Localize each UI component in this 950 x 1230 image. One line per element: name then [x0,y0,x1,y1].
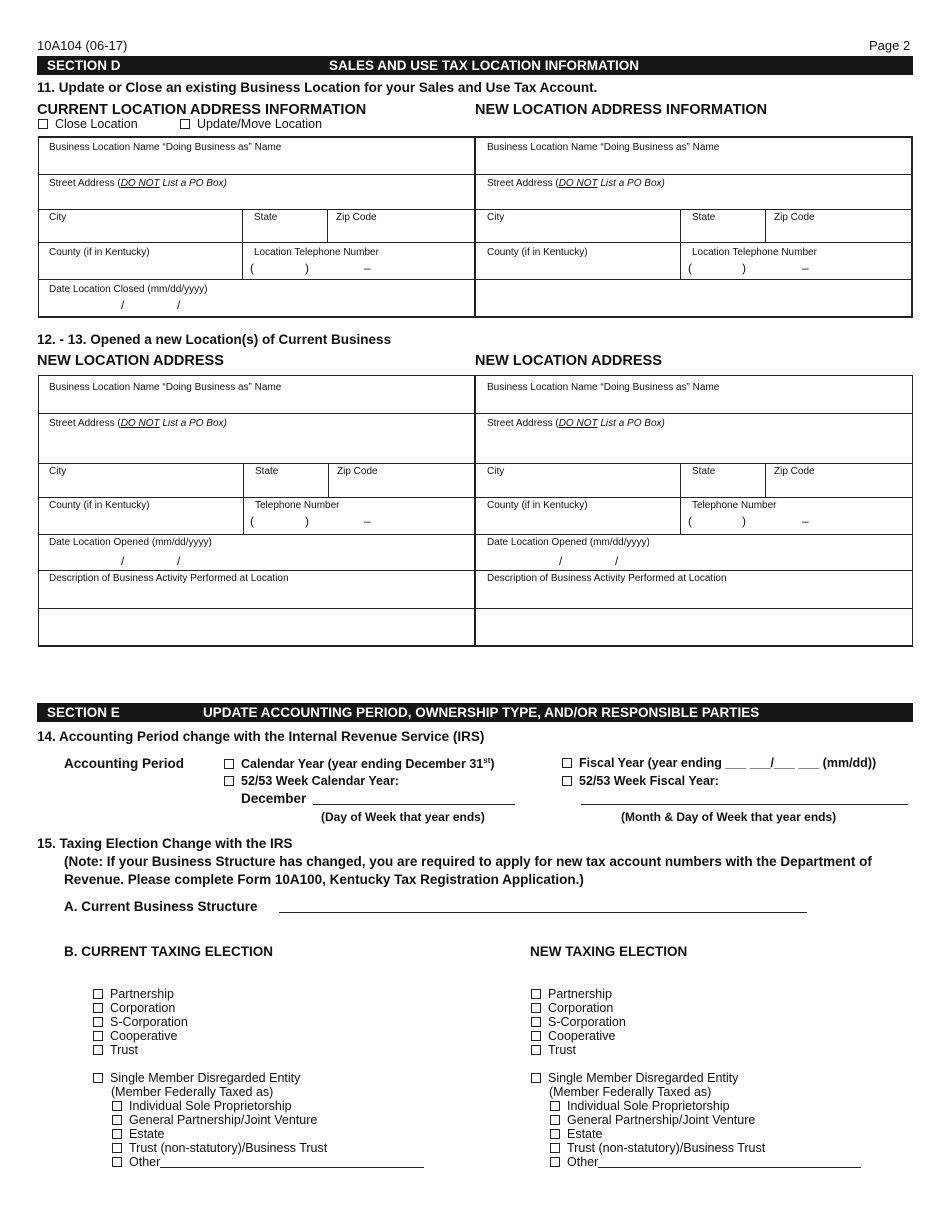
slash: / [615,554,619,568]
december-blank[interactable] [313,804,515,805]
checkbox-icon[interactable] [112,1157,122,1167]
street-label-end: List a PO Box) [159,178,227,189]
rule [38,497,913,498]
paren: ( [688,261,692,275]
checkbox-icon[interactable] [531,1073,541,1083]
paren: ) [305,514,309,528]
close-location-option[interactable] [38,117,138,131]
option-label: Single Member Disregarded Entity [548,1071,739,1085]
street-label-end: List a PO Box) [597,418,665,429]
rule [38,209,913,210]
checkbox-icon[interactable] [112,1115,122,1125]
paren: ) [742,514,746,528]
checkbox-icon[interactable] [550,1143,560,1153]
new-s-corporation-option[interactable] [531,1015,626,1029]
new-location-phone-field[interactable]: Location Telephone Number [692,247,817,258]
checkbox-icon[interactable] [93,1017,103,1027]
biz-name-field[interactable]: Business Location Name “Doing Business as” Name [49,142,282,153]
dash: – [364,514,371,528]
option-label: General Partnership/Joint Venture [567,1113,756,1127]
paren: ( [250,261,254,275]
option-label: Partnership [110,987,174,1001]
street-label: Street Address ( [487,418,559,429]
new-smde-option[interactable] [531,1071,738,1085]
checkbox-icon[interactable] [112,1129,122,1139]
checkbox-icon[interactable] [224,759,234,769]
open-county-field[interactable]: County (if in Kentucky) [49,500,150,511]
current-trust-option[interactable] [93,1043,138,1057]
question-12-13: 12. - 13. Opened a new Location(s) of Current Business [37,332,392,347]
checkbox-icon[interactable] [531,1003,541,1013]
fiscal-blank[interactable] [581,804,908,805]
week-fiscal-option[interactable] [562,774,719,788]
do-not: DO NOT [120,178,160,189]
street-field[interactable] [49,178,227,189]
week-calendar-label: 52/53 Week Calendar Year: [241,774,399,788]
rule [765,209,766,242]
current-business-structure-blank[interactable] [279,912,807,913]
week-calendar-option[interactable] [224,774,399,788]
accounting-period-label: Accounting Period [64,756,185,771]
current-estate-option[interactable] [112,1127,164,1141]
checkbox-icon[interactable] [562,776,572,786]
section-d-title: SALES AND USE TAX LOCATION INFORMATION [329,58,639,73]
county-field[interactable]: County (if in Kentucky) [49,247,150,258]
new-zip-field[interactable]: Zip Code [774,212,815,223]
checkbox-icon[interactable] [531,989,541,999]
current-business-structure-label: A. Current Business Structure [64,899,258,914]
paren: ) [305,261,309,275]
date-opened-field[interactable]: Date Location Opened (mm/dd/yyyy) [49,537,212,548]
current-sole-prop-option[interactable] [112,1099,292,1113]
open-phone-field[interactable]: Telephone Number [255,500,340,511]
new-corporation-option[interactable] [531,1001,613,1015]
option-label: Trust [548,1043,577,1057]
paren: ) [742,261,746,275]
st-superscript: st [483,756,491,765]
dash: – [802,514,809,528]
day-of-week-caption: (Day of Week that year ends) [321,810,485,824]
street-label: Street Address ( [49,178,121,189]
rule [38,463,913,464]
update-move-option[interactable] [180,117,322,131]
rule [243,463,244,534]
new-state-field[interactable]: State [692,212,716,223]
checkbox-icon[interactable] [531,1045,541,1055]
do-not: DO NOT [120,418,160,429]
open-state-field[interactable]: State [255,466,279,477]
rule [38,279,913,280]
section-d-tag: SECTION D [47,58,121,73]
option-label: Single Member Disregarded Entity [110,1071,301,1085]
form-id: 10A104 (06-17) [37,38,128,53]
checkbox-icon[interactable] [112,1101,122,1111]
calendar-year-label: Calendar Year (year ending December 31 [241,757,484,772]
option-label: General Partnership/Joint Venture [129,1113,318,1127]
current-other-blank[interactable] [160,1167,424,1168]
new-other-option[interactable] [550,1155,598,1169]
new-member-taxed-note: (Member Federally Taxed as) [549,1085,712,1099]
rule [765,463,766,497]
open-street-field-2[interactable] [487,418,665,429]
page-number: Page 2 [869,38,911,53]
street-label: Street Address ( [49,418,121,429]
option-label: Cooperative [548,1029,616,1043]
date-opened-field-2[interactable]: Date Location Opened (mm/dd/yyyy) [487,537,650,548]
dash: – [802,261,809,275]
slash: / [121,554,125,568]
checkbox-icon[interactable] [550,1157,560,1167]
slash: / [177,298,181,312]
rule [680,463,681,534]
new-estate-option[interactable] [550,1127,602,1141]
option-label: Trust (non-statutory)/Business Trust [129,1141,328,1155]
open-county-field-2[interactable]: County (if in Kentucky) [487,500,588,511]
checkbox-icon[interactable] [224,776,234,786]
open-zip-field[interactable]: Zip Code [337,466,378,477]
description-field[interactable]: Description of Business Activity Performed at Location [49,573,289,584]
option-label: Corporation [548,1001,614,1015]
current-location-heading: CURRENT LOCATION ADDRESS INFORMATION [37,102,367,118]
slash: / [177,554,181,568]
current-cooperative-option[interactable] [93,1029,177,1043]
note-line-2: Revenue. Please complete Form 10A100, Kentucky Tax Registration Application.) [64,872,584,887]
option-label: Trust (non-statutory)/Business Trust [567,1141,766,1155]
open-biz-name-field-2[interactable]: Business Location Name “Doing Business as” Name [487,382,720,393]
open-street-field[interactable] [49,418,227,429]
q12-divider [474,375,476,647]
street-label: Street Address ( [487,178,559,189]
option-label: S-Corporation [110,1015,188,1029]
new-partnership-option[interactable] [531,987,612,1001]
member-taxed-note: (Member Federally Taxed as) [111,1085,274,1099]
street-label-end: List a PO Box) [597,178,665,189]
close-location-label: Close Location [55,117,138,131]
question-15: 15. Taxing Election Change with the IRS [37,836,293,851]
city-field[interactable]: City [49,212,67,223]
rule [328,463,329,497]
checkbox-icon[interactable] [550,1129,560,1139]
description-field-2[interactable]: Description of Business Activity Performed at Location [487,573,727,584]
rule [38,413,913,414]
fiscal-year-label: Fiscal Year (year ending ___ ___/___ ___ (mm/dd)) [579,756,877,770]
option-label: S-Corporation [548,1015,626,1029]
new-trust-option[interactable] [531,1043,576,1057]
new-location-heading: NEW LOCATION ADDRESS INFORMATION [475,102,768,118]
fiscal-year-option[interactable] [562,756,876,770]
open-zip-field-2[interactable]: Zip Code [774,466,815,477]
open-biz-name-field[interactable]: Business Location Name “Doing Business as” Name [49,382,282,393]
slash: / [559,554,563,568]
new-business-trust-option[interactable] [550,1141,765,1155]
option-label: Individual Sole Proprietorship [129,1099,292,1113]
calendar-year-option[interactable] [224,756,495,771]
new-other-blank[interactable] [598,1167,861,1168]
open-state-field-2[interactable]: State [692,466,716,477]
section-e-tag: SECTION E [47,705,120,720]
new-taxing-election-heading: NEW TAXING ELECTION [530,944,688,959]
new-county-field[interactable]: County (if in Kentucky) [487,247,588,258]
rule [38,570,913,571]
do-not: DO NOT [558,418,598,429]
option-label: Individual Sole Proprietorship [567,1099,730,1113]
checkbox-icon[interactable] [93,1031,103,1041]
note-line-1: (Note: If your Business Structure has changed, you are required to apply for new tax account numbers with the Department of [64,854,872,869]
current-partnership-option[interactable] [93,987,174,1001]
checkbox-icon[interactable] [180,119,190,129]
new-cooperative-option[interactable] [531,1029,615,1043]
checkbox-icon[interactable] [112,1143,122,1153]
checkbox-icon[interactable] [531,1031,541,1041]
option-label: Other [129,1155,161,1169]
option-label: Estate [567,1127,603,1141]
option-label: Estate [129,1127,165,1141]
rule [38,242,913,243]
checkbox-icon[interactable] [562,758,572,768]
week-fiscal-label: 52/53 Week Fiscal Year: [579,774,719,788]
checkbox-icon[interactable] [93,1073,103,1083]
rule [38,645,913,647]
rule [327,209,328,242]
new-street-field[interactable] [487,178,665,189]
current-business-trust-option[interactable] [112,1141,327,1155]
paren: ( [688,514,692,528]
current-general-partnership-option[interactable] [112,1113,317,1127]
state-field[interactable]: State [254,212,278,223]
option-label: Cooperative [110,1029,178,1043]
new-biz-name-field[interactable]: Business Location Name “Doing Business as” Name [487,142,720,153]
open-city-field[interactable]: City [49,466,67,477]
checkbox-icon[interactable] [550,1115,560,1125]
month-day-caption: (Month & Day of Week that year ends) [621,810,837,824]
question-11: 11. Update or Close an existing Business Location for your Sales and Use Tax Account. [37,80,598,95]
rule [38,608,913,609]
paren: ( [250,514,254,528]
checkbox-icon[interactable] [550,1101,560,1111]
section-e-bar [37,703,913,722]
current-taxing-election-heading: B. CURRENT TAXING ELECTION [64,944,273,959]
section-d-bar [37,56,913,75]
street-label-end: List a PO Box) [159,418,227,429]
rule [680,209,681,279]
rule [242,209,243,279]
option-label: Partnership [548,987,612,1001]
date-closed-field[interactable]: Date Location Closed (mm/dd/yyyy) [49,284,208,295]
new-city-field[interactable]: City [487,212,505,223]
checkbox-icon[interactable] [93,1045,103,1055]
option-label: Trust [110,1043,139,1057]
option-label: Other [567,1155,599,1169]
december-label: December [241,791,307,806]
question-14: 14. Accounting Period change with the Internal Revenue Service (IRS) [37,729,485,744]
option-label: Corporation [110,1001,176,1015]
dash: – [364,261,371,275]
open-city-field-2[interactable]: City [487,466,505,477]
update-move-label: Update/Move Location [197,117,323,131]
rule [38,534,913,535]
current-other-option[interactable] [112,1155,160,1169]
new-location-address-left: NEW LOCATION ADDRESS [37,353,224,369]
new-general-partnership-option[interactable] [550,1113,755,1127]
checkbox-icon[interactable] [93,1003,103,1013]
checkbox-icon[interactable] [531,1017,541,1027]
current-s-corporation-option[interactable] [93,1015,188,1029]
rule [38,174,913,175]
checkbox-icon[interactable] [38,119,48,129]
location-phone-field[interactable]: Location Telephone Number [254,247,379,258]
slash: / [121,298,125,312]
q11-divider [474,136,476,318]
current-smde-option[interactable] [93,1071,300,1085]
zip-field[interactable]: Zip Code [336,212,377,223]
do-not: DO NOT [558,178,598,189]
new-sole-prop-option[interactable] [550,1099,730,1113]
new-location-address-right: NEW LOCATION ADDRESS [475,353,662,369]
close-paren: ) [490,757,495,772]
open-phone-field-2[interactable]: Telephone Number [692,500,777,511]
checkbox-icon[interactable] [93,989,103,999]
current-corporation-option[interactable] [93,1001,175,1015]
section-e-title: UPDATE ACCOUNTING PERIOD, OWNERSHIP TYPE, AND/OR RESPONSIBLE PARTIES [203,705,760,720]
